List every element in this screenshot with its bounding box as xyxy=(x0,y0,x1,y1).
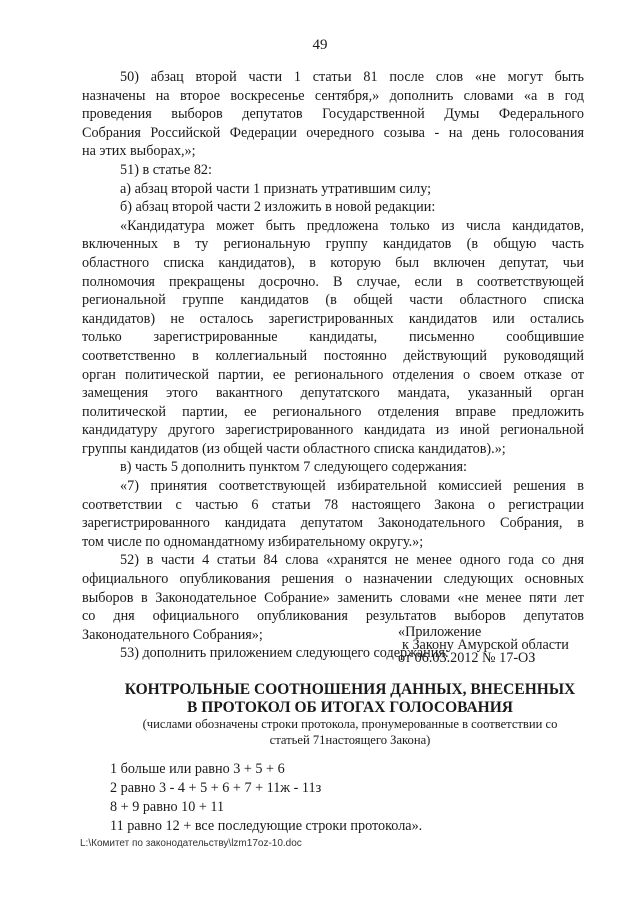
text-line: Собрания Российской Федерации очередного созыва - на день голосования xyxy=(82,124,584,141)
text-line: кандидатов) не осталось зарегистрированных кандидатов или остались xyxy=(82,310,584,327)
control-ratios-list xyxy=(110,760,422,836)
paragraph-51: 51) в статье 82: xyxy=(120,161,212,178)
text-line: соответствии с частью 6 статьи 78 настоящего Закона о регистрации xyxy=(82,496,584,513)
text-line: замещения этого вакантного депутатского мандата, указанный орган xyxy=(82,385,584,402)
appendix-heading xyxy=(100,681,600,716)
document-body xyxy=(82,68,584,666)
text-line: 50) абзац второй части 1 статьи 81 после слов «не могут быть xyxy=(120,69,584,85)
text-line: включенных в ту региональную группу кандидатов (в общую часть xyxy=(82,236,584,253)
quote-candidature xyxy=(82,217,584,459)
text-line: областного списка кандидатов), в которую был включен депутат, чьи xyxy=(82,254,584,271)
appendix-caption xyxy=(398,626,569,665)
appendix-line: от 06.03.2012 № 17-ОЗ xyxy=(398,650,536,666)
quote-item-7 xyxy=(82,477,584,551)
text-line: соответственно в коллегиальный постоянно действующий руководящий xyxy=(82,347,584,364)
control-ratio: 11 равно 12 + все последующие строки протокола». xyxy=(110,818,423,834)
text-line: полномочия прекращены досрочно. В случае, если в соответствующей xyxy=(82,273,584,290)
paragraph-51c: в) часть 5 дополнить пунктом 7 следующего содержания: xyxy=(120,459,467,476)
text-line: 52) в части 4 статьи 84 слова «хранятся не менее одного года со дня xyxy=(120,552,584,569)
paragraph-51a: а) абзац второй части 1 признать утратившим силу; xyxy=(120,180,432,197)
control-ratio: 8 + 9 равно 10 + 11 xyxy=(110,799,225,815)
text-line: политической партии, ее регионального отделения вправе предложить xyxy=(82,403,584,420)
paragraph-51b: б) абзац второй части 2 изложить в новой редакции: xyxy=(120,199,436,216)
appendix-line: «Приложение xyxy=(398,624,482,640)
text-line: региональной группе кандидатов (в общей части областного списка xyxy=(82,292,584,309)
note-line: статьей 71настоящего Закона) xyxy=(269,733,431,747)
control-ratio: 1 больше или равно 3 + 5 + 6 xyxy=(110,761,285,777)
text-line: на этих выборах,»; xyxy=(82,143,196,160)
text-line: орган политической партии, ее регионального отделения о своем отказе от xyxy=(82,366,584,383)
text-line: Законодательного Собрания»; xyxy=(82,626,263,643)
text-line: выборов в Законодательное Собрание» заменить словами «не менее пяти лет xyxy=(82,589,584,606)
text-line: со дня официального опубликования результатов выборов депутатов xyxy=(82,608,584,625)
note-line: (числами обозначены строки протокола, пронумерованные в соответствии со xyxy=(142,717,558,731)
text-line: группы кандидатов (из общей части областного списка кандидатов).»; xyxy=(82,440,506,457)
heading-note xyxy=(110,716,590,748)
appendix-line: к Закону Амурской области xyxy=(402,637,569,653)
file-path-footer: L:\Комитет по законодательству\lzm17oz-10.doc xyxy=(80,838,302,849)
text-line: зарегистрированного кандидата депутатом Законодательного Собрания, в xyxy=(82,515,584,532)
text-line: только зарегистрированные кандидаты, письменно сообщившие xyxy=(82,329,584,346)
text-line: кандидатуру другого зарегистрированного кандидата из иной региональной xyxy=(82,422,584,439)
heading-line: КОНТРОЛЬНЫЕ СООТНОШЕНИЯ ДАННЫХ, ВНЕСЕННЫХ xyxy=(124,681,576,698)
text-line: «7) принятия соответствующей избирательной комиссией решения в xyxy=(120,478,584,495)
text-line: «Кандидатура может быть предложена только из числа кандидатов, xyxy=(120,217,584,234)
control-ratio: 2 равно 3 - 4 + 5 + 6 + 7 + 11ж - 11з xyxy=(110,780,322,796)
text-line: том числе по одномандатному избирательному округу.»; xyxy=(82,533,424,550)
page-number: 49 xyxy=(312,37,328,53)
text-line: назначены на второе воскресенье сентября,» дополнить словами «а в год xyxy=(82,87,584,104)
text-line: проведения выборов депутатов Государственной Думы Федерального xyxy=(82,106,584,123)
paragraph-53: 53) дополнить приложением следующего содержания: xyxy=(120,645,449,662)
paragraph-50 xyxy=(82,68,584,161)
text-line: официального опубликования решения о назначении следующих основных xyxy=(82,571,584,588)
heading-line: В ПРОТОКОЛ ОБ ИТОГАХ ГОЛОСОВАНИЯ xyxy=(187,698,513,716)
